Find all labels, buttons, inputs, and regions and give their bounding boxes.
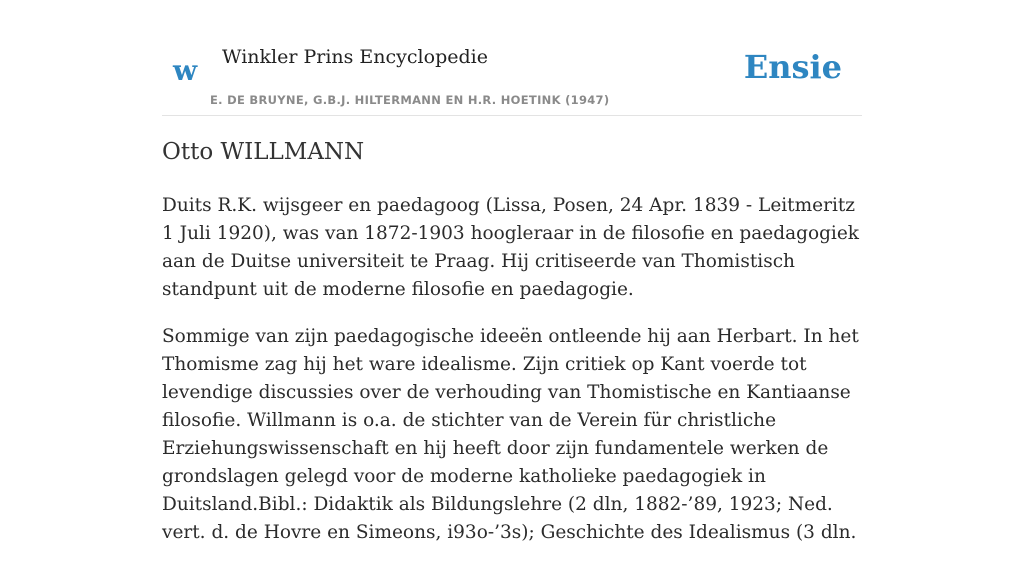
- article-title: Otto WILLMANN: [162, 139, 365, 165]
- site-header: [162, 30, 862, 116]
- authors-line: E. DE BRUYNE, G.B.J. HILTERMANN EN H.R. HOETINK (1947): [210, 93, 610, 107]
- article-paragraph: Sommige van zijn paedagogische ideeën ontleende hij aan Herbart. In het Thomisme zag hij het ware idealisme. Zijn critiek op Kant voerde tot levendige discussies over de verhouding van Thomistische en Kantiaanse filosofie. Willmann is o.a. de stichter van de Verein für christliche Erziehungswissenschaft en hij heeft door zijn fundamentele werken de grondslagen gelegd voor de moderne katholieke paedagogiek in Duitsland.Bibl.: Didaktik als Bildungslehre (2 dln, 1882-’89, 1923; Ned. vert. d. de Hovre en Simeons, i93o-’3s); Geschichte des Idealismus (3 dln.: [162, 326, 859, 543]
- article-body: [162, 192, 862, 566]
- winkler-prins-logo-icon[interactable]: w: [173, 54, 198, 87]
- article-paragraph: Duits R.K. wijsgeer en paedagoog (Lissa, Posen, 24 Apr. 1839 - Leitmeritz 1 Juli 1920), was van 1872-1903 hoogleraar in de filosofie en paedagogiek aan de Duitse universiteit te Praag. Hij critiseerde van Thomistisch standpunt uit de moderne filosofie en paedagogie.: [162, 195, 860, 300]
- site-title[interactable]: Winkler Prins Encyclopedie: [222, 46, 488, 68]
- ensie-brand-logo[interactable]: Ensie: [743, 48, 842, 86]
